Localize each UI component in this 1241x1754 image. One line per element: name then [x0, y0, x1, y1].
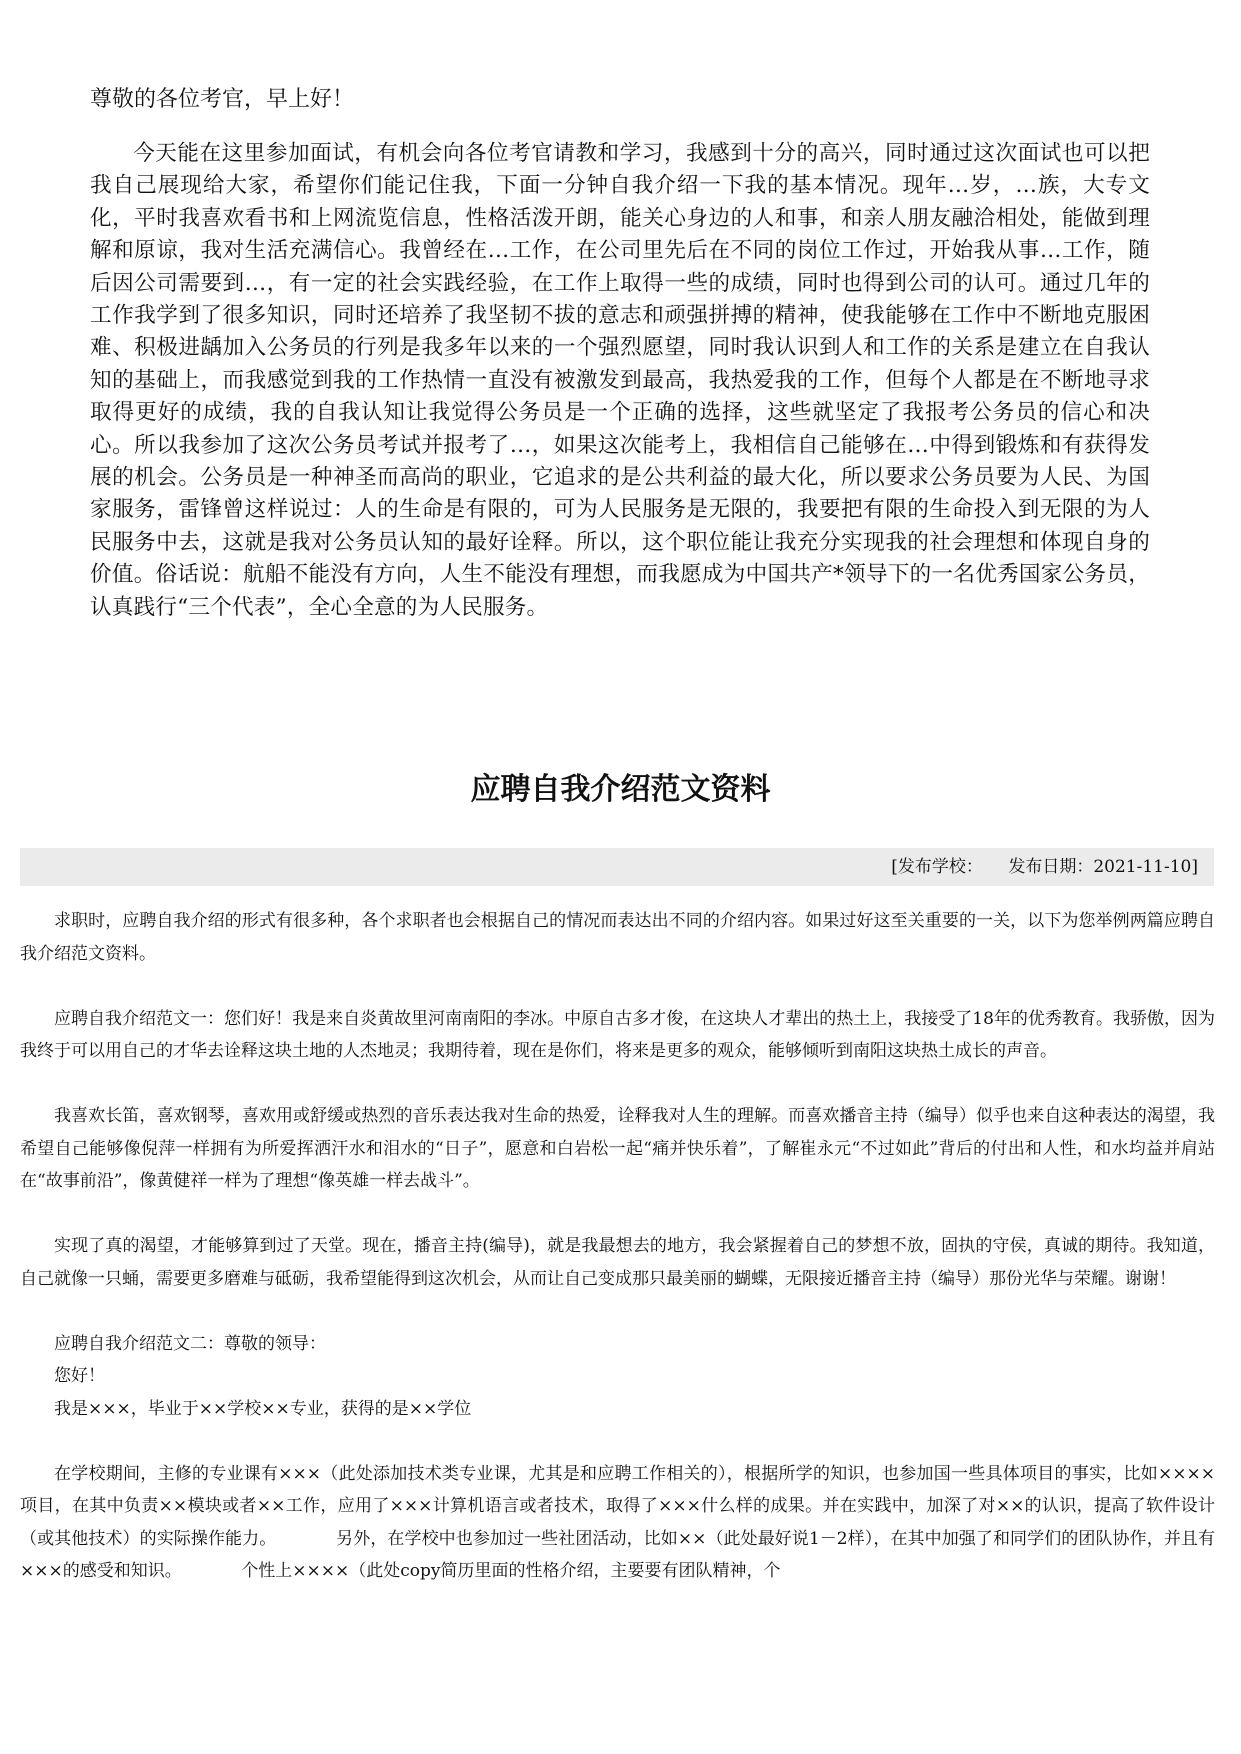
- publish-info: [发布学校： 发布日期：2021-11-10]: [891, 857, 1198, 877]
- speech-body: 今天能在这里参加面试，有机会向各位考官请教和学习，我感到十分的高兴，同时通过这次面试也可以把我自己展现给大家，希望你们能记住我，下面一分钟自我介绍一下我的基本情况。现年…岁，…族，大专文化，平时我喜欢看书和上网流览信息，性格活泼开朗，能关心身边的人和事，和亲人朋友融洽相处，能做到理解和原谅，我对生活充满信心。我曾经在…工作，在公司里先后在不同的岗位工作过，开始我从事…工作，随后因公司需要到…，有一定的社会实践经验，在工作上取得一些的成绩，同时也得到公司的认可。通过几年的工作我学到了很多知识，同时还培养了我坚韧不拔的意志和顽强拼搏的精神，使我能够在工作中不断地克服困难、积极进龋加入公务员的行列是我多年以来的一个强烈愿望，同时我认识到人和工作的关系是建立在自我认知的基础上，而我感觉到我的工作热情一直没有被激发到最高，我热爱我的工作，但每个人都是在不断地寻求取得更好的成绩，我的自我认知让我觉得公务员是一个正确的选择，这些就坚定了我报考公务员的信心和决心。所以我参加了这次公务员考试并报考了…，如果这次能考上，我相信自己能够在…中得到锻炼和有获得发展的机会。公务员是一种神圣而高尚的职业，它追求的是公共利益的最大化，所以要求公务员要为人民、为国家服务，雷锋曾这样说过：人的生命是有限的，可为人民服务是无限的，我要把有限的生命投入到无限的为人民服务中去，这就是我对公务员认知的最好诠释。所以，这个职位能让我充分实现我的社会理想和体现自身的价值。俗话说：航船不能没有方向，人生不能没有理想，而我愿成为中国共产*领导下的一名优秀国家公务员，认真践行“三个代表”，全心全意的为人民服务。: [90, 141, 1150, 620]
- speech-greeting: 尊敬的各位考官，早上好！: [90, 87, 355, 112]
- article-paragraph-salutation: 您好！: [54, 1366, 105, 1386]
- article-paragraph-sample1: 应聘自我介绍范文一：您们好！我是来自炎黄故里河南南阳的李冰。中原自古多才俊，在这块人才辈出的热土上，我接受了18年的优秀教育。我骄傲，因为我终于可以用自己的才华去诠释这块土地的人杰地灵；我期待着，现在是你们，将来是更多的观众，能够倾听到南阳这块热土成长的声音。: [20, 1008, 1215, 1061]
- article-paragraph-intro: 求职时，应聘自我介绍的形式有很多种，各个求职者也会根据自己的情况而表达出不同的介绍内容。如果过好这至关重要的一关，以下为您举例两篇应聘自我介绍范文资料。: [20, 911, 1215, 964]
- speech-section: [90, 84, 1150, 624]
- publish-info-bar: [20, 848, 1214, 886]
- article-paragraph-hobbies: 我喜欢长笛，喜欢钢琴，喜欢用或舒缓或热烈的音乐表达我对生命的热爱，诠释我对人生的理解。而喜欢播音主持（编导）似乎也来自这种表达的渴望，我希望自己能够像倪萍一样拥有为所爱挥洒汗水和泪水的“日子”，愿意和白岩松一起“痛并快乐着”，了解崔永元“不过如此”背后的付出和人性，和水均益并肩站在“故事前沿”，像黄健祥一样为了理想“像英雄一样去战斗”。: [20, 1106, 1215, 1191]
- article-body: [20, 905, 1215, 1588]
- article-paragraph-identity: 我是×××，毕业于××学校××专业，获得的是××学位: [54, 1398, 472, 1419]
- article-paragraph-aspiration: 实现了真的渴望，才能够算到过了天堂。现在，播音主持(编导)，就是我最想去的地方，我会紧握着自己的梦想不放，固执的守侯，真诚的期待。我知道，自己就像一只蛹，需要更多磨难与砥砺，我希望能得到这次机会，从而让自己变成那只最美丽的蝴蝶，无限接近播音主持（编导）那份光华与荣耀。谢谢！: [20, 1236, 1215, 1289]
- article-paragraph-school: 在学校期间，主修的专业课有×××（此处添加技术类专业课，尤其是和应聘工作相关的），根据所学的知识，也参加国一些具体项目的事实，比如××××项目，在其中负责××模块或者××工作，应用了×××计算机语言或者技术，取得了×××什么样的成果。并在实践中，加深了对××的认识，提高了软件设计（或其他技术）的实际操作能力。 另外，在学校中也参加过一些社团活动，比如××（此处最好说1－2样），在其中加强了和同学们的团队协作，并且有×××的感受和知识。 个性上××××（此处copy简历里面的性格介绍，主要要有团队精神，个: [20, 1463, 1215, 1581]
- article-paragraph-sample2-heading: 应聘自我介绍范文二：尊敬的领导：: [54, 1333, 326, 1354]
- article-title: 应聘自我介绍范文资料: [470, 772, 771, 807]
